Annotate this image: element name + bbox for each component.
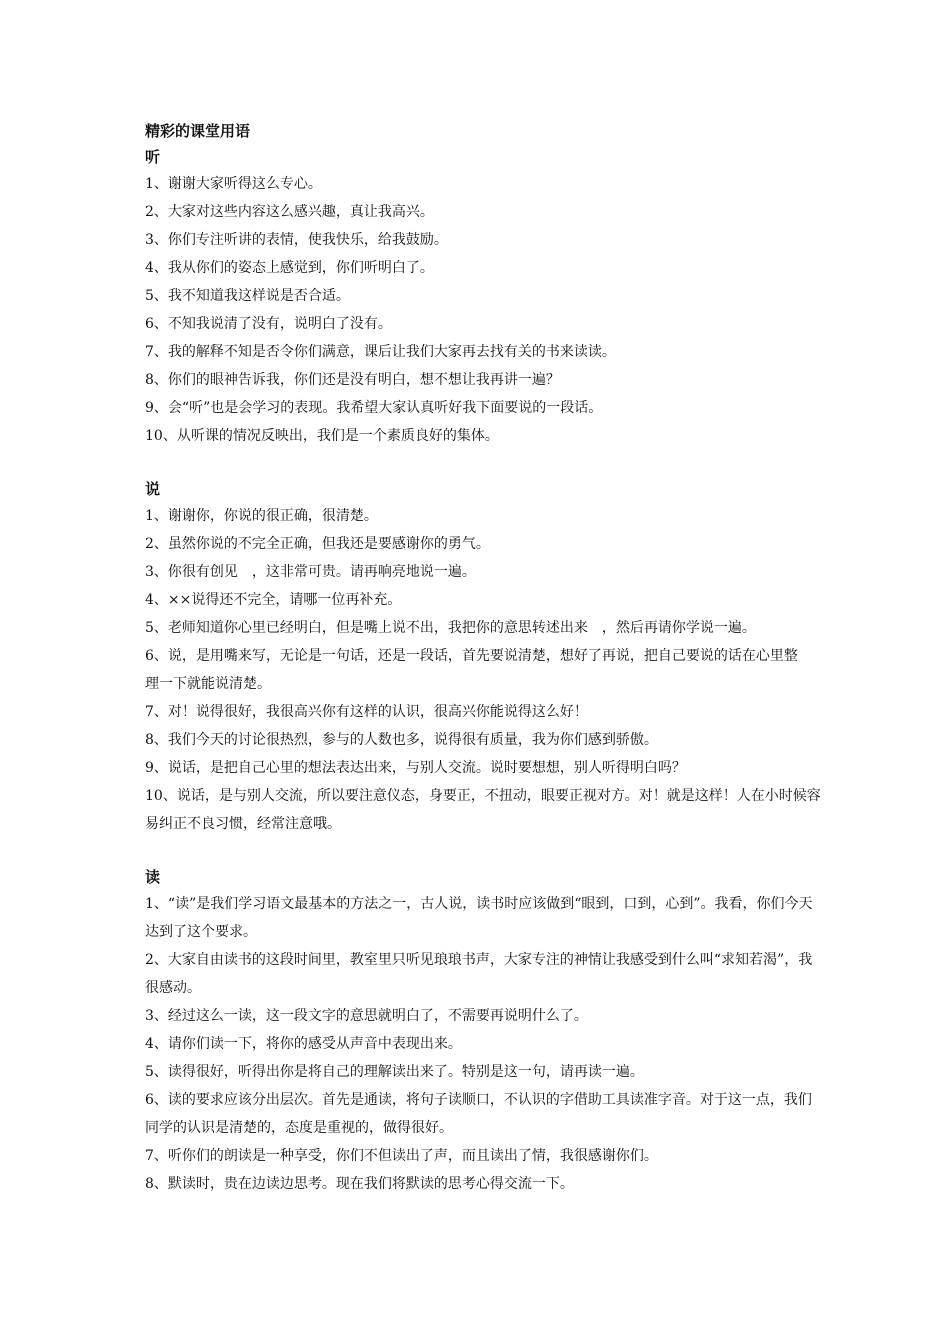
section-heading-listen: 听 <box>145 148 161 166</box>
list-item: 2、大家对这些内容这么感兴趣，真让我高兴。 <box>145 204 434 220</box>
list-item: 7、听你们的朗读是一种享受，你们不但读出了声，而且读出了情，我很感谢你们。 <box>145 1148 658 1164</box>
section-heading-read: 读 <box>145 868 161 886</box>
list-item: 8、我们今天的讨论很热烈，参与的人数也多，说得很有质量，我为你们感到骄傲。 <box>145 732 658 748</box>
list-item: 4、请你们读一下，将你的感受从声音中表现出来。 <box>145 1036 462 1052</box>
list-item: 4、我从你们的姿态上感觉到，你们听明白了。 <box>145 260 434 276</box>
list-item: 6、读的要求应该分出层次。首先是通读，将句子读顺口，不认识的字借助工具读准字音。对于这一点，我们同学的认识是清楚的，态度是重视的，做得很好。 <box>145 1092 812 1136</box>
list-item: 3、你们专注听讲的表情，使我快乐，给我鼓励。 <box>145 232 448 248</box>
list-item: 3、经过这么一读，这一段文字的意思就明白了，不需要再说明什么了。 <box>145 1008 588 1024</box>
section-listen <box>145 144 825 450</box>
list-item: 4、××说得还不完全，请哪一位再补充。 <box>145 592 402 608</box>
list-item: 9、说话，是把自己心里的想法表达出来，与别人交流。说时要想想，别人听得明白吗？ <box>145 760 686 776</box>
list-item: 8、你们的眼神告诉我，你们还是没有明白，想不想让我再讲一遍？ <box>145 372 560 388</box>
list-item: 2、虽然你说的不完全正确，但我还是要感谢你的勇气。 <box>145 536 490 552</box>
list-item: 5、老师知道你心里已经明白，但是嘴上说不出，我把你的意思转述出来 ，然后再请你学说一遍。 <box>145 620 756 636</box>
section-read <box>145 864 825 1198</box>
list-item: 1、谢谢大家听得这么专心。 <box>145 176 322 192</box>
section-speak <box>145 476 825 838</box>
document-title: 精彩的课堂用语 <box>145 122 251 140</box>
list-item: 1、“读”是我们学习语文最基本的方法之一，古人说，读书时应该做到“眼到，口到，心到”。我看，你们今天达到了这个要求。 <box>145 896 813 940</box>
section-heading-speak: 说 <box>145 480 161 498</box>
list-item: 5、读得很好，听得出你是将自己的理解读出来了。特别是这一句，请再读一遍。 <box>145 1064 644 1080</box>
list-item: 3、你很有创见 ，这非常可贵。请再响亮地说一遍。 <box>145 564 476 580</box>
list-item: 10、从听课的情况反映出，我们是一个素质良好的集体。 <box>145 428 499 444</box>
list-item: 1、谢谢你，你说的很正确，很清楚。 <box>145 508 378 524</box>
list-item: 8、默读时，贵在边读边思考。现在我们将默读的思考心得交流一下。 <box>145 1176 574 1192</box>
list-item: 10、说话，是与别人交流，所以要注意仪态，身要正，不扭动，眼要正视对方。对！就是这样！人在小时候容易纠正不良习惯，经常注意哦。 <box>145 788 821 832</box>
document-page <box>145 118 825 1198</box>
list-item: 6、不知我说清了没有，说明白了没有。 <box>145 316 392 332</box>
list-item: 9、会“听”也是会学习的表现。我希望大家认真听好我下面要说的一段话。 <box>145 400 603 416</box>
list-item: 7、对！说得很好，我很高兴你有这样的认识，很高兴你能说得这么好！ <box>145 704 588 720</box>
list-item: 7、我的解释不知是否令你们满意，课后让我们大家再去找有关的书来读读。 <box>145 344 616 360</box>
list-item: 2、大家自由读书的这段时间里，教室里只听见琅琅书声，大家专注的神情让我感受到什么叫“求知若渴”，我很感动。 <box>145 952 813 996</box>
list-item: 5、我不知道我这样说是否合适。 <box>145 288 350 304</box>
list-item: 6、说，是用嘴来写，无论是一句话，还是一段话，首先要说清楚，想好了再说，把自己要说的话在心里整 理一下就能说清楚。 <box>145 648 812 692</box>
